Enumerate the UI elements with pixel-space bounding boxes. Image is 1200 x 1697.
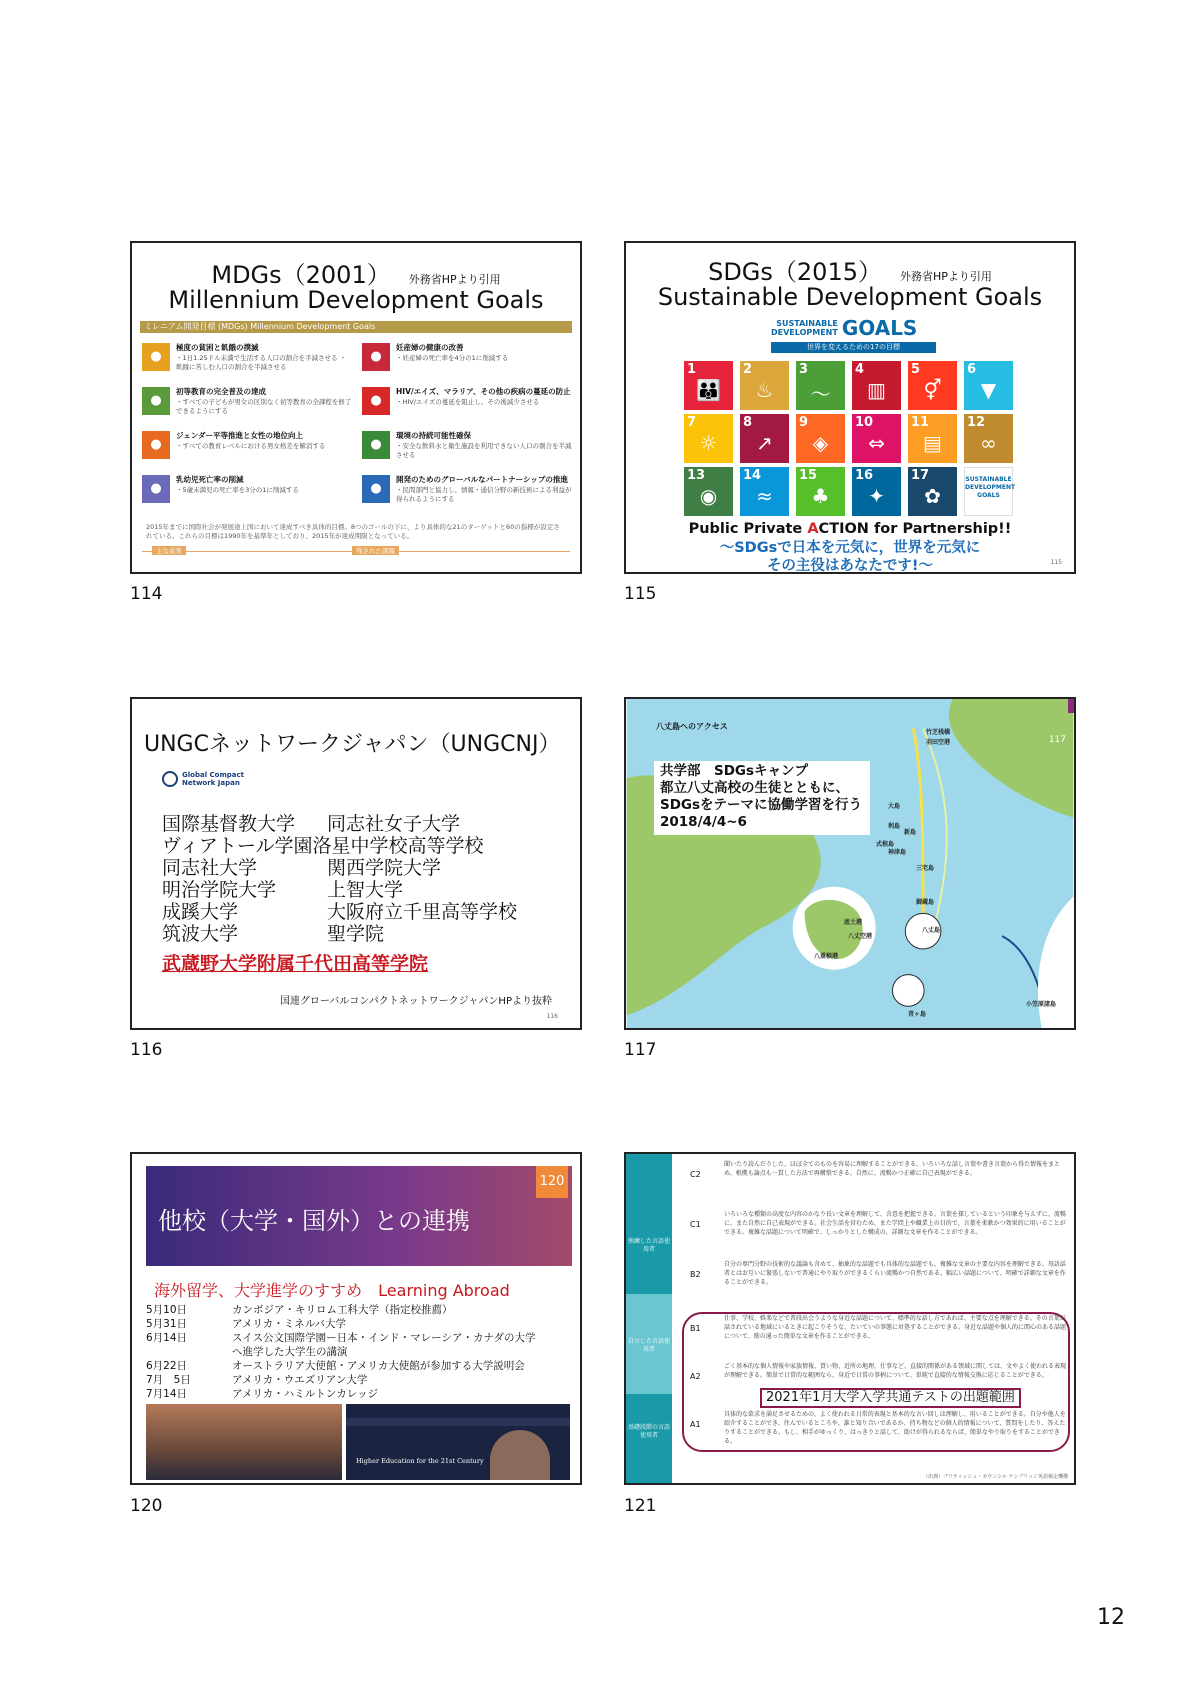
place-label: 大島 — [888, 803, 901, 810]
sun-icon: ☼ — [699, 431, 718, 455]
mdg-goal-title: 妊産婦の健康の改善 — [396, 343, 464, 352]
cubes-icon: ◈ — [812, 431, 829, 455]
event-text: アメリカ・ハミルトンカレッジ — [232, 1388, 379, 1400]
slide-number: 114 — [130, 584, 163, 604]
member-school: 大阪府立千里高等学校 — [327, 901, 518, 923]
event-date: 7月14日 — [146, 1388, 188, 1400]
sdg-number: 5 — [911, 362, 921, 377]
slide-title: 他校（大学・国外）との連携 — [158, 1207, 470, 1235]
cefr-description: 仕事、学校、娯楽などで普段出会うような身近な話題について、標準的な話し方であれば、主要な点を理解できる。その言葉が話されている地域にいるときに起こりそうな、たいていの事態に対処することができる。身近な話題や個人的に関心のある話題について、筋の通った簡単な文章を作ることができる。 — [724, 1315, 1066, 1340]
book-icon: ▥ — [867, 378, 886, 402]
dove-icon: ✦ — [868, 484, 885, 508]
sdg-tile — [740, 467, 789, 516]
slide-title: UNGCネットワークジャパン（UNGCNJ） — [144, 732, 561, 757]
cefr-description: 具体的な欲求を満足させるための、よく使われる日常的表現と基本的な言い回しは理解し、用いることができる。自分や他人を紹介することができ、住んでいるところや、誰と知り合いであるか、持ち物などの個人的情報について、質問をしたり、答えたりすることができる。もし、相手がゆっくり、はっきりと話して、助けが得られるならば、簡単なやり取りをすることができる。 — [724, 1411, 1066, 1445]
place-label: 羽田空港 — [926, 739, 951, 746]
member-school: 関西学院大学 — [327, 857, 442, 879]
page-badge: 120 — [536, 1166, 568, 1198]
gender-icon: ⚥ — [923, 378, 942, 402]
member-school: 国際基督教大学 — [162, 813, 296, 835]
sdg-tile — [964, 361, 1013, 410]
event-text: アメリカ・ミネルバ大学 — [232, 1318, 347, 1330]
ppa-slogan: Public Private ACTION for Partnership!! — [688, 521, 1012, 537]
member-school: 筑波大学 — [162, 923, 239, 945]
event-row — [146, 1374, 367, 1387]
pencil-icon: ● — [142, 387, 170, 415]
slide-title: SDGs（2015） 外務省HPより引用 — [708, 258, 992, 286]
slide-page: 117 — [1048, 735, 1066, 745]
sdg-number: 14 — [743, 468, 762, 483]
event-date: 6月14日 — [146, 1332, 188, 1344]
family-icon: 👪 — [696, 378, 721, 402]
highlight-school: 武蔵野大学附属千代田高等学院 — [162, 953, 429, 975]
mdg-goal — [142, 431, 352, 467]
member-school: 明治学院大学 — [162, 879, 277, 901]
corner-tab — [1068, 699, 1074, 713]
mdg-goal-title: HIV/エイズ、マラリア、その他の疾病の蔓延の防止 — [396, 387, 571, 396]
mother-icon: ● — [362, 343, 390, 371]
sdg-message: 〜SDGsで日本を元気に，世界を元気に その主役はあなたです!〜 — [719, 540, 981, 574]
globe-icon: ● — [362, 431, 390, 459]
mdg-goal-desc: ・妊産婦の死亡率を4分の1に削減する — [396, 354, 509, 362]
mdg-goal-title: 乳幼児死亡率の削減 — [176, 475, 244, 484]
cefr-level: B1 — [690, 1324, 701, 1333]
eye-globe-icon: ◉ — [699, 484, 718, 508]
cefr-level: C2 — [690, 1170, 701, 1179]
person-image — [490, 1430, 550, 1480]
global-compact-logo: Global Compact Network Japan — [162, 771, 244, 787]
event-row — [146, 1388, 378, 1401]
sdg-tile — [684, 414, 733, 463]
place-label: 青ヶ島 — [908, 1011, 927, 1018]
sdg-number: 11 — [911, 415, 930, 430]
growth-icon: ↗ — [756, 431, 773, 455]
slide-number: 115 — [624, 584, 657, 604]
slide-number: 117 — [624, 1040, 657, 1060]
sdg-number: 16 — [855, 468, 874, 483]
place-label: 竹芝桟橋 — [926, 729, 951, 736]
website-tagline: Higher Education for the 21st Century — [356, 1457, 484, 1465]
sdg-tile — [852, 361, 901, 410]
event-text: スイス公文国際学園ー日本・インド・マレーシア・カナダの大学 — [232, 1332, 536, 1344]
place-label: 小笠原諸島 — [1026, 1001, 1057, 1008]
side-label-independent: 自立した言語使用者 — [626, 1294, 672, 1394]
place-label: 八丈島 — [922, 927, 941, 934]
event-row — [146, 1346, 348, 1359]
sdg-number: 9 — [799, 415, 809, 430]
sdg-number: 4 — [855, 362, 865, 377]
slide-114 — [130, 241, 582, 574]
sdg-number: 10 — [855, 415, 874, 430]
sdg-tile — [740, 361, 789, 410]
slide-120 — [130, 1152, 582, 1485]
source-note: 国連グローバルコンパクトネットワークジャパンHPより抜粋 — [279, 996, 552, 1007]
event-text: カンボジア・キリロム工科大学（指定校推薦） — [232, 1304, 453, 1316]
event-date: 6月22日 — [146, 1360, 188, 1372]
sdg-number: 3 — [799, 362, 809, 377]
slide-title: MDGs（2001） 外務省HPより引用 — [211, 261, 501, 289]
water-icon: ▼ — [980, 378, 997, 402]
sdg-tile — [796, 361, 845, 410]
equal-icon: ⇔ — [868, 431, 885, 455]
cefr-description: いろいろな種類の高度な内容のかなり長い文章を理解して、含意を把握できる。言葉を探しているという印象を与えずに、流暢に、また自然に自己表現ができる。社会生活を営むため、また学問上や職業上の目的で、言葉を柔軟かつ効果的に用いることができる。複雑な話題について明確で、しっかりとした構成の、詳細な文章を作ることができる。 — [724, 1211, 1066, 1236]
place-label: 御蔵島 — [916, 899, 935, 906]
event-text: オーストラリア大使館・アメリカ大使館が参加する大学説明会 — [232, 1360, 525, 1372]
sdg-number: 12 — [967, 415, 986, 430]
slide-subtitle: 海外留学、大学進学のすすめ Learning Abroad — [154, 1281, 510, 1300]
slide-121 — [624, 1152, 1076, 1485]
slide-page: 116 — [546, 1013, 558, 1020]
place-label: 式根島 — [876, 841, 895, 848]
mdg-goal — [142, 343, 352, 379]
mdg-goal — [362, 475, 572, 511]
cefr-level: B2 — [690, 1270, 701, 1279]
sdg-number: 2 — [743, 362, 753, 377]
event-row — [146, 1332, 535, 1345]
event-date: 7月 5日 — [146, 1374, 191, 1386]
event-row — [146, 1304, 453, 1317]
sdg-number: 7 — [687, 415, 697, 430]
event-date: 5月10日 — [146, 1304, 188, 1316]
sdg-tile — [740, 414, 789, 463]
tree-icon: ♣ — [811, 484, 830, 508]
mdg-goal-desc: ・HIV/エイズの蔓延を阻止し、その後減少させる — [396, 398, 540, 406]
slide-subtitle: Millennium Development Goals — [168, 286, 544, 314]
member-school: 聖学院 — [327, 923, 385, 945]
mdg-goal — [142, 475, 352, 511]
mdg-footnote: 2015年までに国際社会が発展途上国において達成すべき具体的目標。8つのゴールの下に、より具体的な21のターゲットと60の指標が設定されている。これらの目標は1990年を基準年としており、2015年が達成期限となっている。 — [146, 523, 560, 540]
slide-116 — [130, 697, 582, 1030]
sdg-tile — [908, 361, 957, 410]
university-website-image — [346, 1404, 570, 1480]
tag-achievements: 主な成果 — [152, 546, 186, 555]
exam-scope-label: 2021年1月大学入学共通テストの出題範囲 — [760, 1388, 1021, 1408]
infinity-icon: ∞ — [980, 431, 997, 455]
globe-icon — [162, 771, 178, 787]
access-title: 八丈島へのアクセス — [656, 722, 728, 731]
sdg-tile — [796, 467, 845, 516]
cefr-description: 聞いたり読んだりした、ほぼ全てのものを容易に理解することができる。いろいろな話し言葉や書き言葉から得た情報をまとめ、根拠も論点も一貫した方法で再構築できる。自然に、流暢かつ正確に自己表現ができる。 — [724, 1161, 1061, 1177]
sdg-tile — [684, 467, 733, 516]
mdg-goal-desc: ・すべての子どもが男女の区別なく初等教育の全課程を修了できるようにする — [176, 398, 352, 415]
website-nav — [346, 1418, 570, 1426]
map-image — [626, 699, 1074, 1028]
mdg-goal — [142, 387, 352, 423]
sdg-tile — [852, 467, 901, 516]
child-icon: ● — [142, 475, 170, 503]
tag-remaining: 残された課題 — [352, 546, 399, 555]
event-date: 5月31日 — [146, 1318, 188, 1330]
title-banner — [146, 1166, 572, 1266]
mdg-goal-desc: ・民間部門と協力し、情報・通信分野の新技術による利益が得られるようにする — [396, 486, 572, 503]
cefr-level: C1 — [690, 1220, 701, 1229]
event-row — [146, 1360, 525, 1373]
sdg-number: 13 — [687, 468, 706, 483]
students-photo — [146, 1404, 342, 1480]
mdg-band: ミレニアム開発目標 (MDGs) Millennium Development Goals — [140, 321, 572, 333]
sdg-tile — [796, 414, 845, 463]
place-label: 新島 — [904, 829, 917, 836]
cefr-description: 自分の専門分野の技術的な議論も含めて、抽象的な話題でも具体的な話題でも、複雑な文章の主要な内容を理解できる。母語話者とはお互いに緊張しないで普通にやり取りができるくらい流暢かつ自然である。幅広い話題について、明確で詳細な文章を作ることができる。 — [724, 1261, 1066, 1286]
people-icon: ● — [362, 475, 390, 503]
page-number: 12 — [1097, 1605, 1125, 1630]
sdg-tile — [684, 361, 733, 410]
sdg-tile — [852, 414, 901, 463]
place-label: 八丈空港 — [848, 933, 873, 940]
slide-subtitle: Sustainable Development Goals — [657, 283, 1043, 311]
place-label: 神津島 — [888, 849, 907, 856]
slide-number: 120 — [130, 1496, 163, 1516]
member-school: 同志社女子大学 — [327, 813, 461, 835]
mdg-goal-desc: ・安全な飲料水と衛生施設を利用できない人口の割合を半減させる — [396, 442, 572, 459]
member-school: 成蹊大学 — [162, 901, 239, 923]
sdg-tile — [908, 414, 957, 463]
sdg-tile — [908, 467, 957, 516]
side-label-basic: 基礎段階の言語使用者 — [627, 1424, 670, 1439]
source-note: 外務省HPより引用 — [408, 273, 501, 286]
event-row — [146, 1318, 346, 1331]
bowl-icon: ♨ — [755, 378, 774, 402]
camp-info-box: 共学部 SDGsキャンプ 都立八丈高校の生徒とともに、 SDGsをテーマに協働学習を行う 2018/4/4~6 — [654, 761, 870, 835]
slide-117 — [624, 697, 1076, 1030]
place-label: 八重根港 — [814, 953, 839, 960]
mdg-goal — [362, 431, 572, 467]
sdgs-logo: SUSTAINABLE DEVELOPMENT GOALS 世界を変えるための17の目標 — [771, 316, 936, 353]
place-label: 三宅島 — [916, 865, 935, 872]
source-note: 外務省HPより引用 — [900, 270, 992, 283]
gender-icon: ● — [142, 431, 170, 459]
sdg-number: 6 — [967, 362, 977, 377]
fish-icon: ≈ — [756, 484, 773, 508]
slide-page: 115 — [1050, 559, 1062, 566]
member-school: 同志社大学 — [162, 857, 258, 879]
mdg-goal-desc: ・5歳未満児の死亡率を3分の1に削減する — [176, 486, 299, 494]
side-label-proficient: 熟練した言語使用者 — [627, 1238, 670, 1253]
mdg-goal-desc: ・1日1.25ドル未満で生活する人口の割合を半減させる ・飢餓に苦しむ人口の割合を半減させる — [176, 354, 347, 371]
mdg-goal-title: 極度の貧困と飢餓の撲滅 — [176, 343, 259, 352]
sdg-number: 15 — [799, 468, 818, 483]
member-school: ヴィアトール学園洛星中学校高等学校 — [162, 835, 484, 857]
cefr-level: A2 — [690, 1372, 701, 1381]
sdg-tile — [964, 414, 1013, 463]
mdg-goal-title: 初等教育の完全普及の達成 — [176, 387, 266, 396]
rings-icon: ✿ — [924, 484, 941, 508]
mdg-goal — [362, 387, 572, 423]
mdg-goal-title: 環境の持続可能性確保 — [396, 431, 471, 440]
source-note: （出典）ブリティッシュ・カウンシル ケンブリッジ英語検定機構 — [923, 1474, 1068, 1480]
cefr-description: ごく基本的な個人情報や家族情報、買い物、近所の地理、仕事など、直接的関係がある領域に関しては、文やよく使われる表現が理解できる。簡単で日常的な範囲なら、身近で日常の事柄について、単純で直接的な情報交換に応じることができる。 — [724, 1363, 1066, 1379]
mdg-goal-title: 開発のためのグローバルなパートナーシップの推進 — [396, 475, 568, 484]
mdg-goal — [362, 343, 572, 379]
medical-icon: ● — [362, 387, 390, 415]
sdg-goals-logo-tile: SUSTAINABLE DEVELOPMENT GOALS — [964, 467, 1013, 516]
event-text: アメリカ・ウエズリアン大学 — [232, 1374, 368, 1386]
event-text: へ進学した大学生の講演 — [232, 1346, 348, 1358]
city-icon: ▤ — [923, 431, 942, 455]
place-label: 利島 — [888, 823, 901, 830]
place-label: 底土港 — [844, 919, 863, 926]
slide-115 — [624, 241, 1076, 574]
member-school: 上智大学 — [327, 879, 404, 901]
heartbeat-icon: 〜 — [810, 382, 831, 406]
sdg-number: 8 — [743, 415, 753, 430]
sdg-number: 1 — [687, 362, 697, 377]
slide-number: 121 — [624, 1496, 657, 1516]
mdg-tags — [142, 547, 570, 562]
cefr-level: A1 — [690, 1420, 701, 1429]
sdg-number: 17 — [911, 468, 930, 483]
mdg-goal-desc: ・すべての教育レベルにおける男女格差を解消する — [176, 442, 326, 450]
bowl-icon: ● — [142, 343, 170, 371]
mdg-goal-title: ジェンダー平等推進と女性の地位向上 — [176, 431, 304, 440]
slide-number: 116 — [130, 1040, 163, 1060]
